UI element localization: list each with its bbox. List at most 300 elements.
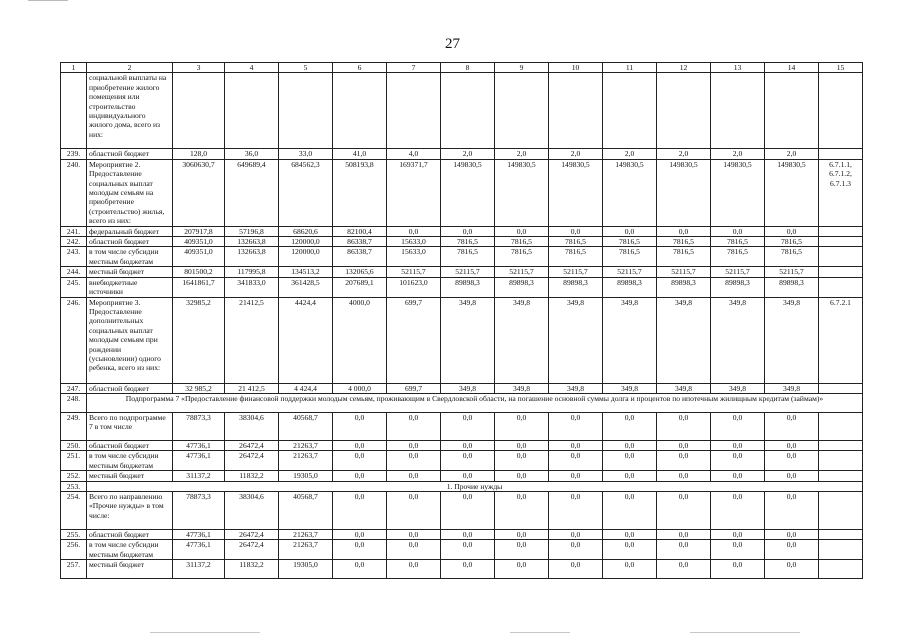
target-indicator-code (819, 540, 863, 560)
table-row (61, 540, 863, 560)
target-indicator-code (819, 471, 863, 481)
amount-cell: 4 424,4 (279, 383, 333, 393)
amount-cell: 0,0 (711, 440, 765, 450)
amount-cell: 0,0 (441, 529, 495, 539)
amount-cell: 33,0 (279, 149, 333, 159)
target-indicator-code (819, 560, 863, 579)
amount-cell: 0,0 (387, 560, 441, 579)
row-number: 253. (61, 481, 87, 491)
amount-cell: 349,8 (495, 297, 549, 383)
row-label: местный бюджет (87, 471, 173, 481)
target-indicator-code (819, 412, 863, 440)
amount-cell: 0,0 (333, 451, 387, 471)
target-indicator-code (819, 237, 863, 247)
amount-cell: 78873,3 (173, 491, 225, 529)
amount-cell: 2,0 (711, 149, 765, 159)
amount-cell: 4424,4 (279, 297, 333, 383)
row-number: 244. (61, 267, 87, 277)
amount-cell: 801500,2 (173, 267, 225, 277)
amount-cell: 0,0 (549, 529, 603, 539)
column-number: 9 (495, 63, 549, 73)
section-heading: Подпрограмма 7 «Предоставление финансовой поддержки молодым семьям, проживающим в Свердловской области, на погашение основной суммы долга и процентов по ипотечным жилищным кредитам (займам)» (87, 393, 863, 412)
amount-cell: 0,0 (387, 491, 441, 529)
scan-bottom-line (150, 632, 260, 633)
amount-cell: 149830,5 (495, 159, 549, 226)
amount-cell: 7816,5 (711, 237, 765, 247)
column-number: 10 (549, 63, 603, 73)
target-indicator-code (819, 491, 863, 529)
amount-cell: 0,0 (765, 491, 819, 529)
table-row (61, 560, 863, 579)
amount-cell: 0,0 (549, 412, 603, 440)
amount-cell: 57196,8 (225, 226, 279, 236)
amount-cell: 349,8 (657, 297, 711, 383)
table-row (61, 226, 863, 236)
amount-cell: 508193,8 (333, 159, 387, 226)
amount-cell: 0,0 (387, 440, 441, 450)
amount-cell: 0,0 (765, 226, 819, 236)
amount-cell: 0,0 (711, 529, 765, 539)
amount-cell: 149830,5 (441, 159, 495, 226)
amount-cell: 52115,7 (495, 267, 549, 277)
amount-cell: 1641861,7 (173, 277, 225, 297)
amount-cell: 0,0 (711, 491, 765, 529)
amount-cell: 7816,5 (657, 237, 711, 247)
row-label: Мероприятие 3. Предоставление дополнительных социальных выплат молодым семьям при рождении (усыновлении) одного ребенка, всего из них: (87, 297, 173, 383)
row-label: местный бюджет (87, 560, 173, 579)
amount-cell: 0,0 (711, 412, 765, 440)
program-budget-table (60, 62, 863, 579)
amount-cell: 52115,7 (711, 267, 765, 277)
amount-cell: 52115,7 (387, 267, 441, 277)
amount-cell: 38304,6 (225, 412, 279, 440)
row-label: областной бюджет (87, 383, 173, 393)
amount-cell: 2,0 (603, 149, 657, 159)
row-number: 246. (61, 297, 87, 383)
amount-cell: 0,0 (495, 560, 549, 579)
target-indicator-code: 6.7.1.1, 6.7.1.2, 6.7.1.3 (819, 159, 863, 226)
amount-cell: 15633,0 (387, 237, 441, 247)
row-label: социальной выплаты на приобретение жилого помещения или строительство индивидуального жилого дома, всего из них: (87, 73, 173, 149)
amount-cell: 0,0 (765, 412, 819, 440)
row-number: 242. (61, 237, 87, 247)
amount-cell: 7816,5 (495, 247, 549, 267)
amount-cell: 349,8 (549, 297, 603, 383)
amount-cell: 699,7 (387, 383, 441, 393)
amount-cell: 0,0 (387, 540, 441, 560)
amount-cell: 132663,8 (225, 247, 279, 267)
amount-cell: 699,7 (387, 297, 441, 383)
amount-cell: 0,0 (603, 471, 657, 481)
table-row (61, 481, 863, 491)
amount-cell: 7816,5 (603, 237, 657, 247)
row-label: областной бюджет (87, 149, 173, 159)
amount-cell (279, 73, 333, 149)
amount-cell: 0,0 (711, 471, 765, 481)
amount-cell (441, 73, 495, 149)
row-number: 255. (61, 529, 87, 539)
amount-cell: 349,8 (441, 383, 495, 393)
target-indicator-code (819, 247, 863, 267)
row-label: Мероприятие 2. Предоставление социальных выплат молодым семьям на приобретение (строительство) жилья, всего из них: (87, 159, 173, 226)
amount-cell: 0,0 (549, 471, 603, 481)
amount-cell: 149830,5 (549, 159, 603, 226)
amount-cell: 11832,2 (225, 471, 279, 481)
amount-cell: 349,8 (765, 383, 819, 393)
row-number: 257. (61, 560, 87, 579)
target-indicator-code (819, 383, 863, 393)
amount-cell: 128,0 (173, 149, 225, 159)
amount-cell: 349,8 (603, 383, 657, 393)
table-row (61, 529, 863, 539)
amount-cell: 0,0 (657, 560, 711, 579)
amount-cell: 41,0 (333, 149, 387, 159)
amount-cell: 349,8 (657, 383, 711, 393)
amount-cell: 0,0 (711, 226, 765, 236)
amount-cell: 89898,3 (657, 277, 711, 297)
amount-cell: 21263,7 (279, 529, 333, 539)
column-number: 14 (765, 63, 819, 73)
amount-cell: 31137,2 (173, 560, 225, 579)
amount-cell: 47736,1 (173, 440, 225, 450)
amount-cell: 0,0 (441, 491, 495, 529)
amount-cell: 68620,6 (279, 226, 333, 236)
row-number: 248. (61, 393, 87, 412)
amount-cell: 0,0 (765, 529, 819, 539)
amount-cell: 207917,8 (173, 226, 225, 236)
amount-cell (495, 73, 549, 149)
amount-cell: 0,0 (387, 451, 441, 471)
amount-cell: 0,0 (387, 471, 441, 481)
amount-cell: 19305,0 (279, 560, 333, 579)
row-number: 245. (61, 277, 87, 297)
table-row (61, 383, 863, 393)
amount-cell: 0,0 (549, 440, 603, 450)
amount-cell: 86338,7 (333, 247, 387, 267)
column-number: 2 (87, 63, 173, 73)
amount-cell: 349,8 (711, 383, 765, 393)
amount-cell (549, 73, 603, 149)
amount-cell: 101623,0 (387, 277, 441, 297)
row-label: областной бюджет (87, 529, 173, 539)
scan-edge-mark (28, 0, 68, 1)
amount-cell: 169371,7 (387, 159, 441, 226)
amount-cell: 26472,4 (225, 540, 279, 560)
amount-cell: 0,0 (549, 491, 603, 529)
target-indicator-code (819, 451, 863, 471)
amount-cell: 0,0 (549, 226, 603, 236)
amount-cell: 0,0 (657, 529, 711, 539)
row-label: местный бюджет (87, 267, 173, 277)
amount-cell: 0,0 (711, 540, 765, 560)
amount-cell: 0,0 (711, 451, 765, 471)
amount-cell: 4000,0 (333, 297, 387, 383)
table-row (61, 451, 863, 471)
amount-cell: 52115,7 (549, 267, 603, 277)
amount-cell: 0,0 (657, 540, 711, 560)
amount-cell: 132065,6 (333, 267, 387, 277)
amount-cell: 21263,7 (279, 540, 333, 560)
amount-cell: 19305,0 (279, 471, 333, 481)
column-number: 4 (225, 63, 279, 73)
amount-cell: 89898,3 (711, 277, 765, 297)
row-number (61, 73, 87, 149)
table-row (61, 149, 863, 159)
amount-cell: 0,0 (333, 412, 387, 440)
amount-cell: 0,0 (603, 540, 657, 560)
amount-cell: 0,0 (333, 471, 387, 481)
amount-cell: 149830,5 (711, 159, 765, 226)
target-indicator-code (819, 440, 863, 450)
row-label: в том числе субсидии местным бюджетам (87, 540, 173, 560)
amount-cell (173, 73, 225, 149)
amount-cell: 15633,0 (387, 247, 441, 267)
amount-cell: 89898,3 (441, 277, 495, 297)
amount-cell: 11832,2 (225, 560, 279, 579)
amount-cell: 0,0 (333, 529, 387, 539)
amount-cell: 2,0 (441, 149, 495, 159)
amount-cell: 0,0 (549, 451, 603, 471)
amount-cell: 0,0 (657, 412, 711, 440)
amount-cell: 132663,8 (225, 237, 279, 247)
amount-cell: 47736,1 (173, 540, 225, 560)
amount-cell: 52115,7 (657, 267, 711, 277)
amount-cell: 0,0 (603, 226, 657, 236)
amount-cell: 78873,3 (173, 412, 225, 440)
amount-cell: 89898,3 (549, 277, 603, 297)
amount-cell: 361428,5 (279, 277, 333, 297)
scan-bottom-line (690, 632, 800, 633)
amount-cell: 0,0 (603, 451, 657, 471)
table-row (61, 471, 863, 481)
amount-cell: 0,0 (333, 440, 387, 450)
amount-cell: 0,0 (603, 440, 657, 450)
amount-cell: 0,0 (549, 560, 603, 579)
column-number: 1 (61, 63, 87, 73)
section-heading: 1. Прочие нужды (87, 481, 863, 491)
column-number: 8 (441, 63, 495, 73)
amount-cell: 0,0 (441, 560, 495, 579)
amount-cell: 0,0 (657, 491, 711, 529)
amount-cell: 7816,5 (495, 237, 549, 247)
amount-cell: 0,0 (495, 529, 549, 539)
amount-cell: 52115,7 (441, 267, 495, 277)
amount-cell (333, 73, 387, 149)
column-number-row (61, 63, 863, 73)
table-row (61, 393, 863, 412)
target-indicator-code (819, 267, 863, 277)
amount-cell: 7816,5 (657, 247, 711, 267)
amount-cell: 207689,1 (333, 277, 387, 297)
amount-cell: 120000,0 (279, 237, 333, 247)
amount-cell: 26472,4 (225, 529, 279, 539)
amount-cell: 0,0 (765, 540, 819, 560)
amount-cell: 3060630,7 (173, 159, 225, 226)
amount-cell: 36,0 (225, 149, 279, 159)
amount-cell: 409351,0 (173, 237, 225, 247)
amount-cell: 149830,5 (657, 159, 711, 226)
amount-cell: 0,0 (441, 226, 495, 236)
amount-cell: 0,0 (657, 440, 711, 450)
amount-cell: 0,0 (495, 412, 549, 440)
amount-cell: 0,0 (657, 471, 711, 481)
row-number: 243. (61, 247, 87, 267)
table-row (61, 247, 863, 267)
amount-cell: 7816,5 (765, 237, 819, 247)
amount-cell: 40568,7 (279, 412, 333, 440)
row-number: 251. (61, 451, 87, 471)
amount-cell: 0,0 (333, 560, 387, 579)
row-label: областной бюджет (87, 440, 173, 450)
amount-cell (657, 73, 711, 149)
column-number: 5 (279, 63, 333, 73)
amount-cell: 89898,3 (495, 277, 549, 297)
amount-cell: 89898,3 (765, 277, 819, 297)
amount-cell: 21263,7 (279, 440, 333, 450)
amount-cell: 47736,1 (173, 529, 225, 539)
row-label: федеральный бюджет (87, 226, 173, 236)
amount-cell: 21 412,5 (225, 383, 279, 393)
amount-cell (603, 73, 657, 149)
amount-cell: 409351,0 (173, 247, 225, 267)
amount-cell: 40568,7 (279, 491, 333, 529)
amount-cell: 349,8 (495, 383, 549, 393)
amount-cell: 47736,1 (173, 451, 225, 471)
table-row (61, 412, 863, 440)
amount-cell: 0,0 (657, 451, 711, 471)
amount-cell: 7816,5 (441, 247, 495, 267)
amount-cell: 52115,7 (603, 267, 657, 277)
row-label: Всего по направлению «Прочие нужды» в том числе: (87, 491, 173, 529)
row-label: в том числе субсидии местным бюджетам (87, 247, 173, 267)
row-label: внебюджетные источники (87, 277, 173, 297)
amount-cell: 7816,5 (711, 247, 765, 267)
amount-cell: 349,8 (765, 297, 819, 383)
amount-cell: 0,0 (495, 471, 549, 481)
amount-cell: 0,0 (495, 440, 549, 450)
table-row (61, 440, 863, 450)
amount-cell: 0,0 (657, 226, 711, 236)
target-indicator-code (819, 149, 863, 159)
amount-cell: 0,0 (603, 412, 657, 440)
amount-cell: 21412,5 (225, 297, 279, 383)
table-row (61, 237, 863, 247)
amount-cell: 0,0 (765, 560, 819, 579)
amount-cell: 0,0 (441, 471, 495, 481)
amount-cell: 117995,8 (225, 267, 279, 277)
row-number: 256. (61, 540, 87, 560)
amount-cell: 4,0 (387, 149, 441, 159)
amount-cell: 7816,5 (603, 247, 657, 267)
amount-cell: 0,0 (333, 491, 387, 529)
column-number: 7 (387, 63, 441, 73)
amount-cell: 349,8 (549, 383, 603, 393)
amount-cell: 0,0 (387, 412, 441, 440)
amount-cell: 0,0 (441, 540, 495, 560)
row-number: 247. (61, 383, 87, 393)
amount-cell: 38304,6 (225, 491, 279, 529)
amount-cell: 0,0 (603, 560, 657, 579)
amount-cell: 86338,7 (333, 237, 387, 247)
table-row (61, 297, 863, 383)
amount-cell: 7816,5 (549, 237, 603, 247)
table-row (61, 73, 863, 149)
row-number: 254. (61, 491, 87, 529)
amount-cell: 82100,4 (333, 226, 387, 236)
column-number: 11 (603, 63, 657, 73)
amount-cell: 7816,5 (441, 237, 495, 247)
target-indicator-code: 6.7.2.1 (819, 297, 863, 383)
target-indicator-code (819, 277, 863, 297)
row-number: 240. (61, 159, 87, 226)
amount-cell: 0,0 (441, 451, 495, 471)
amount-cell: 0,0 (549, 540, 603, 560)
table-row (61, 159, 863, 226)
amount-cell: 32 985,2 (173, 383, 225, 393)
column-number: 3 (173, 63, 225, 73)
amount-cell: 32985,2 (173, 297, 225, 383)
amount-cell (387, 73, 441, 149)
amount-cell: 649689,4 (225, 159, 279, 226)
amount-cell: 0,0 (333, 540, 387, 560)
row-label: областной бюджет (87, 237, 173, 247)
amount-cell: 0,0 (765, 451, 819, 471)
target-indicator-code (819, 529, 863, 539)
amount-cell (711, 73, 765, 149)
amount-cell: 2,0 (549, 149, 603, 159)
amount-cell: 0,0 (441, 440, 495, 450)
amount-cell: 0,0 (387, 529, 441, 539)
column-number: 15 (819, 63, 863, 73)
amount-cell: 0,0 (765, 471, 819, 481)
amount-cell: 349,8 (603, 297, 657, 383)
amount-cell: 0,0 (765, 440, 819, 450)
amount-cell: 2,0 (657, 149, 711, 159)
amount-cell: 52115,7 (765, 267, 819, 277)
amount-cell: 0,0 (603, 529, 657, 539)
table-row (61, 277, 863, 297)
amount-cell: 0,0 (495, 451, 549, 471)
column-number: 6 (333, 63, 387, 73)
amount-cell: 349,8 (441, 297, 495, 383)
amount-cell: 134513,2 (279, 267, 333, 277)
amount-cell: 120000,0 (279, 247, 333, 267)
amount-cell: 2,0 (495, 149, 549, 159)
target-indicator-code (819, 73, 863, 149)
amount-cell: 7816,5 (765, 247, 819, 267)
row-number: 249. (61, 412, 87, 440)
target-indicator-code (819, 226, 863, 236)
amount-cell (225, 73, 279, 149)
amount-cell: 0,0 (603, 491, 657, 529)
amount-cell: 149830,5 (603, 159, 657, 226)
amount-cell: 0,0 (387, 226, 441, 236)
row-number: 250. (61, 440, 87, 450)
amount-cell: 26472,4 (225, 440, 279, 450)
amount-cell: 4 000,0 (333, 383, 387, 393)
amount-cell: 684562,3 (279, 159, 333, 226)
amount-cell: 2,0 (765, 149, 819, 159)
row-number: 239. (61, 149, 87, 159)
amount-cell: 0,0 (441, 412, 495, 440)
amount-cell: 149830,5 (765, 159, 819, 226)
column-number: 13 (711, 63, 765, 73)
row-number: 241. (61, 226, 87, 236)
table-row (61, 491, 863, 529)
amount-cell: 89898,3 (603, 277, 657, 297)
amount-cell: 349,8 (711, 297, 765, 383)
amount-cell (765, 73, 819, 149)
